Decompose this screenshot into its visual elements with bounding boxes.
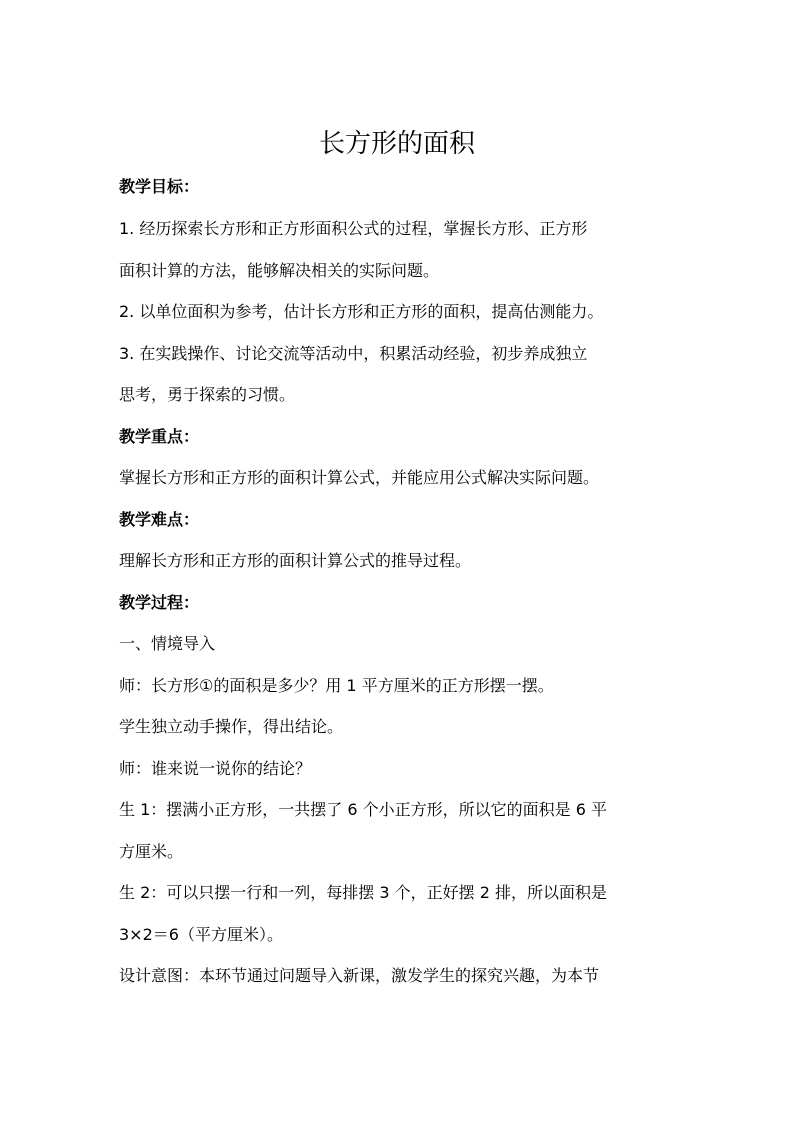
process-line-8: 3×2＝6（平方厘米）。 [119, 925, 283, 944]
key-text: 掌握长方形和正方形的面积计算公式，并能应用公式解决实际问题。 [119, 468, 600, 487]
goals-heading: 教学目标： [119, 177, 200, 196]
process-heading: 教学过程： [119, 593, 200, 612]
process-line-4: 师：谁来说一说你的结论？ [119, 759, 312, 778]
goal-line-5: 思考，勇于探索的习惯。 [119, 385, 296, 404]
key-heading: 教学重点： [119, 427, 200, 446]
goal-line-2: 面积计算的方法，能够解决相关的实际问题。 [119, 261, 440, 280]
process-line-2: 师：长方形①的面积是多少？用 1 平方厘米的正方形摆一摆。 [119, 676, 554, 695]
document-title: 长方形的面积 [318, 129, 475, 159]
process-line-6: 方厘米。 [119, 842, 184, 861]
difficulty-heading: 教学难点： [119, 510, 200, 529]
process-line-9: 设计意图：本环节通过问题导入新课，激发学生的探究兴趣，为本节 [119, 966, 600, 985]
process-line-3: 学生独立动手操作，得出结论。 [119, 717, 344, 736]
goal-line-4: 3. 在实践操作、讨论交流等活动中，积累活动经验，初步养成独立 [119, 344, 588, 363]
process-line-1: 一、情境导入 [119, 634, 216, 653]
process-line-7: 生 2：可以只摆一行和一列，每排摆 3 个，正好摆 2 排，所以面积是 [119, 883, 607, 902]
goal-line-3: 2. 以单位面积为参考，估计长方形和正方形的面积，提高估测能力。 [119, 302, 604, 321]
process-line-5: 生 1：摆满小正方形，一共摆了 6 个小正方形，所以它的面积是 6 平 [119, 800, 607, 819]
goal-line-1: 1. 经历探索长方形和正方形面积公式的过程，掌握长方形、正方形 [119, 219, 588, 238]
difficulty-text: 理解长方形和正方形的面积计算公式的推导过程。 [119, 551, 472, 570]
